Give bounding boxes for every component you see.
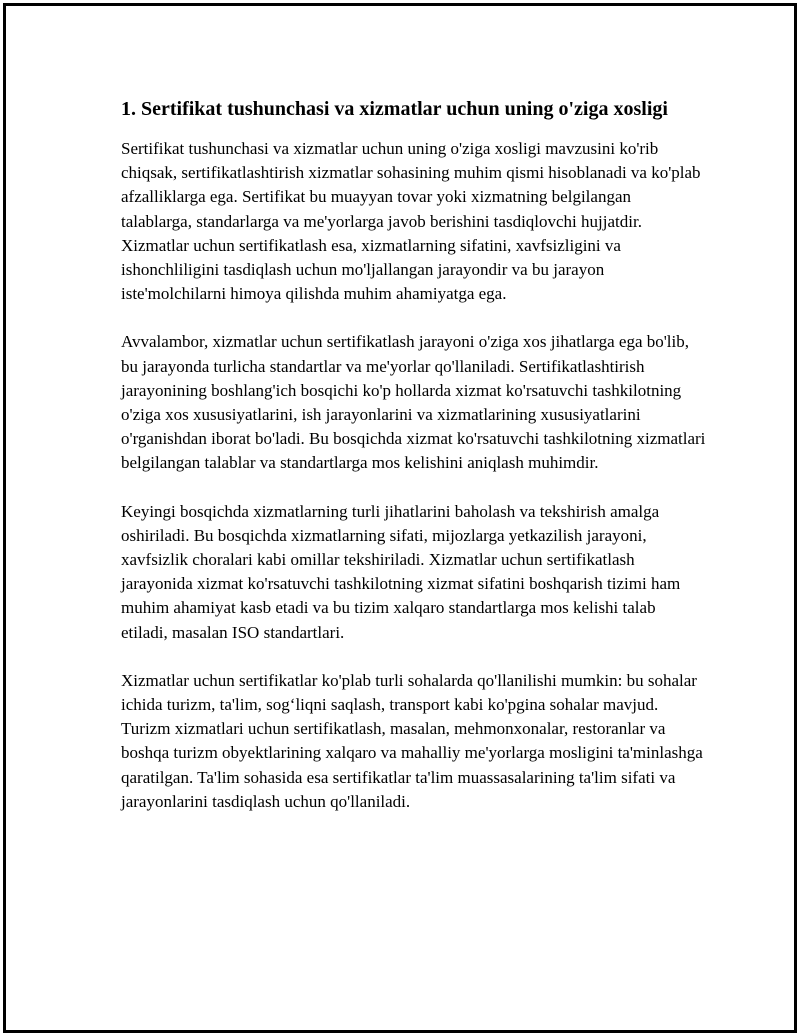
paragraph-2: Avvalambor, xizmatlar uchun sertifikatlash jarayoni o'ziga xos jihatlarga ega bo'lib, bu jarayonda turlicha standartlar va me'yorlar qo'llaniladi. Sertifikatlashtirish jarayonining boshlang'ich bosqichi ko'p hollarda xizmat ko'rsatuvchi tashkilotning o'ziga xos xususiyatlarini, ish jarayonlarini va xizmatlarining xususiyatlarini o'rganishdan iborat bo'ladi. Bu bosqichda xizmat ko'rsatuvchi tashkilotning xizmatlari belgilangan talablar va standartlarga mos kelishini aniqlash muhimdir. [121, 332, 706, 473]
paragraph-3: Keyingi bosqichda xizmatlarning turli jihatlarini baholash va tekshirish amalga oshiriladi. Bu bosqichda xizmatlarning sifati, mijozlarga yetkazilish jarayoni, xavfsizlik choralari kabi omillar tekshiriladi. Xizmatlar uchun sertifikatlash jarayonida xizmat ko'rsatuvchi tashkilotning xizmat sifatini boshqarish tizimi ham muhim ahamiyat kasb etadi va bu tizim xalqaro standartlarga mos kelishi talab etiladi, masalan ISO standartlari. [121, 501, 681, 642]
paragraph-4: Xizmatlar uchun sertifikatlar ko'plab turli sohalarda qo'llanilishi mumkin: bu sohalar ichida turizm, ta'lim, sog‘liqni saqlash, transport kabi ko'pgina sohalar mavjud. Turizm xizmatlari uchun sertifikatlash, masalan, mehmonxonalar, restoranlar va boshqa turizm obyektlarining xalqaro va mahalliy me'yorlarga mosligini ta'minlashga qaratilgan. Ta'lim sohasida esa sertifikatlar ta'lim muassasalarining ta'lim sifati va jarayonlarini tasdiqlash uchun qo'llaniladi. [121, 670, 703, 811]
section-title: 1. Sertifikat tushunchasi va xizmatlar uchun uning o'ziga xosligi [121, 98, 668, 120]
paragraph-1: Sertifikat tushunchasi va xizmatlar uchun uning o'ziga xosligi mavzusini ko'rib chiqsak, sertifikatlashtirish xizmatlar sohasining muhim qismi hisoblanadi va ko'plab afzalliklarga ega. Sertifikat bu muayyan tovar yoki xizmatning belgilangan talablarga, standarlarga va me'yorlarga javob berishini tasdiqlovchi hujjatdir. Xizmatlar uchun sertifikatlash esa, xizmatlarning sifatini, xavfsizligini va ishonchliligini tasdiqlash uchun mo'ljallangan jarayondir va bu jarayon iste'molchilarni himoya qilishda muhim ahamiyatga ega. [121, 139, 701, 304]
document-content [121, 96, 706, 838]
document-page [3, 3, 797, 1033]
